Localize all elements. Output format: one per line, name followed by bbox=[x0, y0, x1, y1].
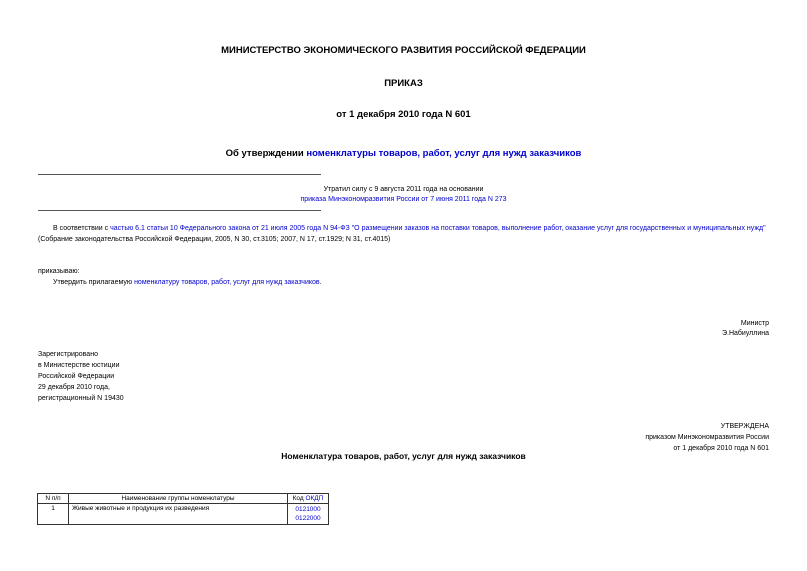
registration-block bbox=[38, 349, 124, 404]
nomenclature-link[interactable]: номенклатуру товаров, работ, услуг для нужд заказчиков bbox=[134, 279, 320, 286]
okdp-link[interactable]: ОКДП bbox=[305, 495, 324, 502]
title-link[interactable]: номенклатуры товаров, работ, услуг для нужд заказчиков bbox=[306, 148, 582, 159]
status-link[interactable]: приказа Минэкономразвития России от 7 июня 2011 года N 273 bbox=[300, 196, 507, 203]
approval-block bbox=[645, 421, 769, 454]
status-line: Утратил силу с 9 августа 2011 года на основании bbox=[323, 186, 484, 193]
order-paragraph bbox=[53, 277, 322, 288]
code-link[interactable]: 0122000 bbox=[295, 515, 321, 522]
table-row bbox=[38, 504, 329, 525]
header-num: N п/п bbox=[38, 494, 69, 504]
header-code bbox=[288, 494, 329, 504]
nomenclature-title: Номенклатура товаров, работ, услуг для нужд заказчиков bbox=[281, 451, 526, 461]
row-num: 1 bbox=[38, 504, 69, 525]
header-name: Наименование группы номенклатуры bbox=[69, 494, 288, 504]
header-code-label: Код bbox=[292, 495, 306, 502]
preamble-paragraph bbox=[38, 223, 773, 245]
nomenclature-table bbox=[37, 493, 329, 525]
signature-name: Э.Набиуллина bbox=[721, 330, 769, 337]
registration-line: Зарегистрировано bbox=[38, 351, 98, 358]
signature-position: Министр bbox=[740, 320, 769, 327]
row-name: Живые животные и продукция их разведения bbox=[69, 504, 288, 525]
approval-line: от 1 декабря 2010 года N 601 bbox=[673, 445, 769, 452]
approval-line: приказом Минэкономразвития России bbox=[645, 434, 769, 441]
approval-line: УТВЕРЖДЕНА bbox=[720, 423, 769, 430]
law-link[interactable]: частью 6.1 статьи 10 Федерального закона от 21 июля 2005 года N 94-ФЗ "О размещении заказов на поставки товаров, выполнение работ, оказание услуг для государственных и муниципальных нужд" bbox=[110, 225, 766, 232]
registration-line: Российской Федерации bbox=[38, 373, 115, 380]
preamble-source: (Собрание законодательства Российской Федерации, 2005, N 30, ст.3105; 2007, N 17, ст.1929; N 31, ст.4015) bbox=[38, 236, 391, 243]
document-date-number: от 1 декабря 2010 года N 601 bbox=[336, 109, 471, 120]
preamble-text: В соответствии с bbox=[53, 225, 111, 232]
ministry-heading: МИНИСТЕРСТВО ЭКОНОМИЧЕСКОГО РАЗВИТИЯ РОССИЙСКОЙ ФЕДЕРАЦИИ bbox=[221, 45, 586, 56]
row-codes bbox=[288, 504, 329, 525]
registration-line: регистрационный N 19430 bbox=[38, 395, 124, 402]
registration-line: в Министерстве юстиции bbox=[38, 362, 120, 369]
order-text: Утвердить прилагаемую bbox=[53, 279, 135, 286]
code-link[interactable]: 0121000 bbox=[295, 506, 321, 513]
divider-top bbox=[38, 174, 321, 175]
table-header-row bbox=[38, 494, 329, 504]
title-prefix: Об утверждении bbox=[225, 148, 307, 159]
order-command: приказываю: bbox=[38, 268, 80, 275]
order-end: . bbox=[319, 279, 322, 286]
document-type: ПРИКАЗ bbox=[384, 78, 423, 89]
registration-line: 29 декабря 2010 года, bbox=[38, 384, 110, 391]
document-title bbox=[0, 148, 807, 159]
divider-bottom bbox=[38, 210, 321, 211]
